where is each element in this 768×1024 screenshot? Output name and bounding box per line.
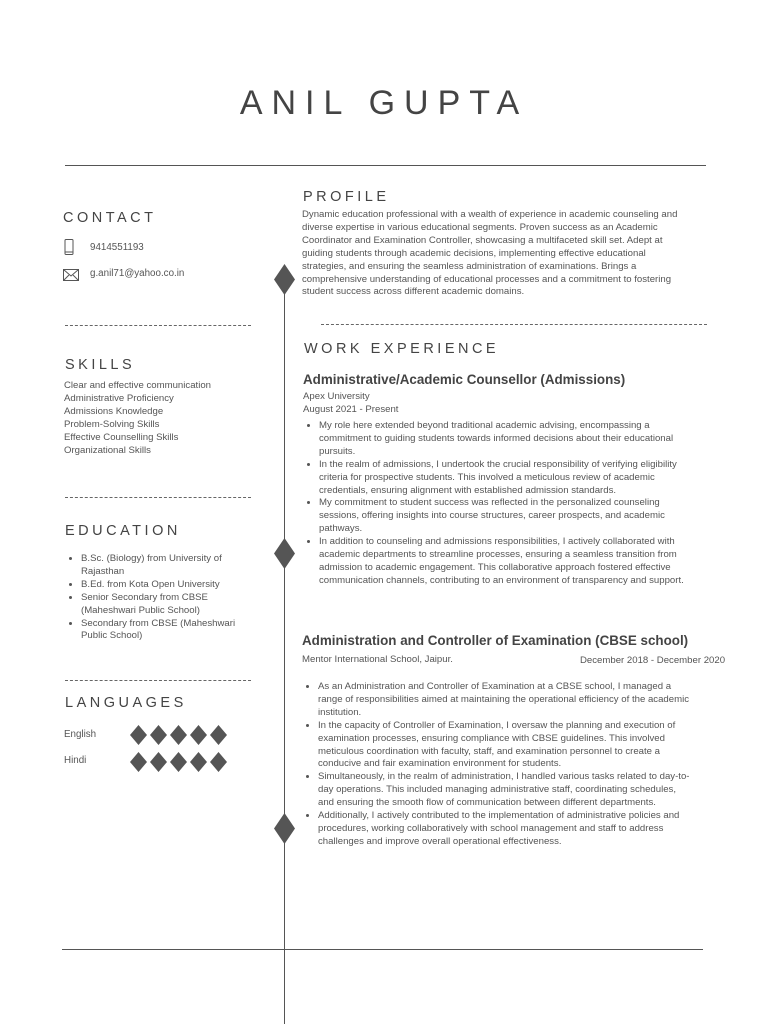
footer-divider	[62, 949, 703, 950]
job-bullet: • My commitment to student success was reflected in the personalized counseling sessions, offering insights into course structures, career prospects, and academic pathways.	[319, 497, 690, 536]
skills-list	[64, 380, 264, 457]
envelope-icon	[63, 269, 79, 281]
rating-diamond-icon	[190, 725, 207, 745]
rating-diamond-icon	[170, 752, 187, 772]
email-address[interactable]: g.anil71@yahoo.co.in	[90, 268, 185, 279]
job-title: Administrative/Academic Counsellor (Admissions)	[303, 372, 626, 387]
skill-item: Problem-Solving Skills	[64, 418, 160, 430]
skills-divider	[65, 497, 251, 498]
job-dates: August 2021 - Present	[303, 404, 399, 415]
language-label: Hindi	[64, 755, 87, 766]
job-bullet: • My role here extended beyond traditional academic advising, encompassing a commitment to guiding students towards informed decisions about their educational pursuits.	[319, 420, 690, 459]
job-bullets	[302, 420, 690, 588]
job-bullet: • In addition to counseling and admissions responsibilities, I actively collaborated with academic departments to streamline processes, ensuring a seamless transition from admission to academic engagement. This collaborative approach fostered effective communication channels, contributing to an environment of transparency and support.	[319, 536, 690, 588]
rating-diamond-icon	[170, 725, 187, 745]
skills-heading: SKILLS	[65, 357, 136, 373]
job-organization: Apex University	[303, 391, 370, 402]
header-divider	[65, 165, 706, 166]
job-bullets	[301, 681, 691, 849]
rating-diamond-icon	[190, 752, 207, 772]
job-bullet: • Simultaneously, in the realm of administration, I handled various tasks related to day-to-day operations. This included managing administrative staff, coordinating schedules, and ensuring the smooth flow of communication between different departments.	[318, 771, 691, 810]
job-title: Administration and Controller of Examination (CBSE school)	[302, 633, 689, 648]
skill-item: Clear and effective communication	[64, 380, 212, 391]
timeline-diamond-3	[274, 813, 295, 844]
rating-diamond-icon	[150, 752, 167, 772]
education-item: • Secondary from CBSE (Maheshwari Public School)	[81, 618, 254, 644]
skill-item: Admissions Knowledge	[64, 405, 164, 417]
job-dates: December 2018 - December 2020	[580, 655, 726, 666]
education-divider	[65, 680, 251, 681]
timeline-diamond-2	[274, 538, 295, 569]
language-label: English	[64, 729, 97, 740]
education-heading: EDUCATION	[65, 523, 181, 539]
education-list	[64, 553, 254, 643]
job-bullet: • Additionally, I actively contributed to the implementation of administrative policies and procedures, working collaboratively with school management and staff to address challenges and improve overall operational effectiveness.	[318, 810, 691, 849]
job-bullet: • As an Administration and Controller of Examination at a CBSE school, I managed a range of responsibilities aimed at maintaining the operational efficiency of the academic institution.	[318, 681, 691, 720]
contact-heading: CONTACT	[63, 210, 157, 226]
rating-diamond-icon	[210, 752, 227, 772]
timeline-diamond-1	[274, 264, 295, 295]
skill-item: Administrative Proficiency	[64, 392, 174, 404]
rating-diamond-icon	[150, 725, 167, 745]
candidate-name: ANIL GUPTA	[239, 84, 529, 122]
work-experience-heading: WORK EXPERIENCE	[304, 341, 500, 357]
job-organization: Mentor International School, Jaipur.	[302, 654, 453, 665]
skill-item: Effective Counselling Skills	[64, 431, 179, 443]
rating-diamond-icon	[210, 725, 227, 745]
job-bullet: • In the capacity of Controller of Examination, I oversaw the planning and execution of examination processes, ensuring compliance with CBSE guidelines. This involved meticulous coordination with faculty, staff, and examination personnel to create a conducive and fair examination environment for students.	[318, 720, 691, 772]
skill-item: Organizational Skills	[64, 444, 151, 456]
education-item: • B.Ed. from Kota Open University	[81, 579, 254, 592]
contact-divider	[65, 325, 251, 326]
education-item: • B.Sc. (Biology) from University of Rajasthan	[81, 553, 254, 579]
language-rating	[130, 725, 227, 745]
education-item: • Senior Secondary from CBSE (Maheshwari Public School)	[81, 592, 254, 618]
phone-number: 9414551193	[90, 242, 144, 253]
rating-diamond-icon	[130, 752, 147, 772]
profile-text: Dynamic education professional with a wealth of experience in academic counseling and diverse expertise in various educational segments. Proven success as an Academic Coordinator and Examination Controller, showcasing a multifaceted skill set. Adept at guiding students through academic decisions, implementing effective educational strategies, and ensuring the seamless administration of examinations. Brings a comprehensive understanding of educational processes and a commitment to fostering student success across different academic domains.	[302, 209, 678, 298]
language-rating	[130, 752, 227, 772]
timeline-line	[284, 282, 285, 1024]
profile-heading: PROFILE	[303, 189, 390, 205]
languages-heading: LANGUAGES	[65, 695, 187, 711]
profile-divider	[321, 324, 707, 325]
job-bullet: • In the realm of admissions, I undertook the crucial responsibility of verifying eligibility criteria for prospective students. This involved a meticulous review of academic credentials, ensuring alignment with established admission standards.	[319, 459, 690, 498]
phone-icon	[64, 239, 74, 255]
rating-diamond-icon	[130, 725, 147, 745]
